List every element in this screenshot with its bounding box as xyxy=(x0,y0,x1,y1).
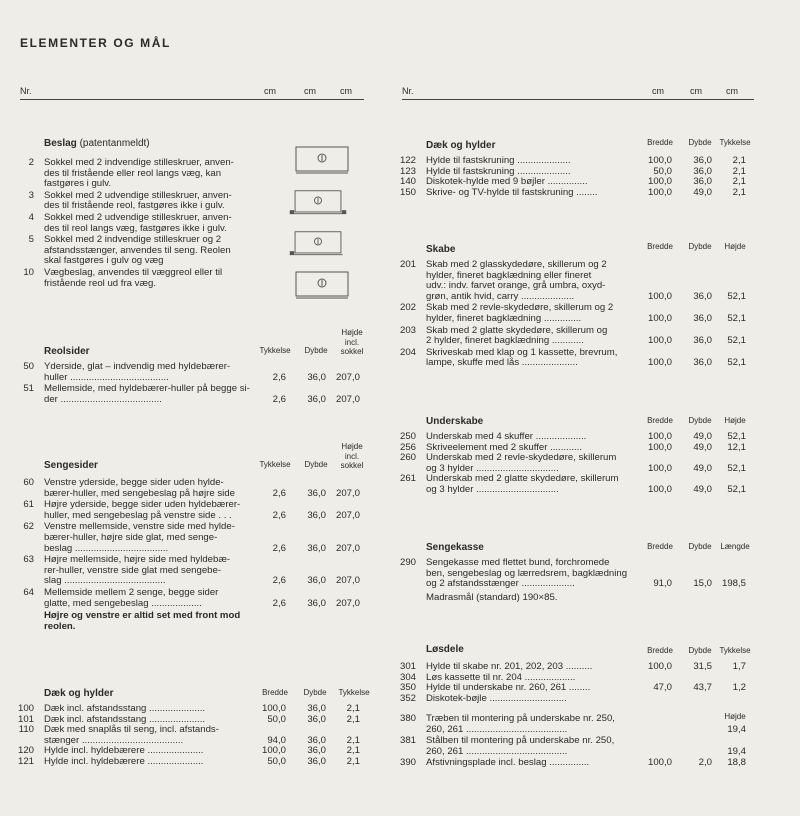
item-number: 3 xyxy=(28,189,34,201)
item-value-3: 2,1 xyxy=(346,734,360,746)
sokkel-4-drawing xyxy=(288,228,348,262)
item-description-line: hylder, fineret bagklædning eller fineret xyxy=(426,269,592,281)
sengekasse-header-bredde: Bredde xyxy=(647,542,673,551)
item-description-line: Hylde incl. hyldebærere ..................... xyxy=(44,745,204,757)
daek-right-header-dybde: Dybde xyxy=(688,138,712,147)
item-description-line: 260, 261 ...................................... xyxy=(426,723,568,735)
item-description-line: Underskab med 2 revle-skydedøre, skillerum xyxy=(426,452,617,464)
item-value-2: 36,0 xyxy=(693,312,712,324)
item-description-line: beslag ................................... xyxy=(44,542,169,554)
item-description-line: ben, sengebeslag og lærredsrem, bagklædning xyxy=(426,567,628,579)
item-description-line: Underskab med 4 skuffer ................... xyxy=(426,431,587,442)
underskabe-header-bredde: Bredde xyxy=(647,416,673,425)
daek-right-header-tykkelse: Tykkelse xyxy=(719,138,751,147)
item-description-line: Sokkel med 2 indvendige stilleskruer, anven- xyxy=(44,157,234,168)
right-cm-header-1: cm xyxy=(652,86,664,96)
item-value-3: 2,1 xyxy=(346,756,360,767)
item-value-1: 50,0 xyxy=(267,713,286,725)
item-value-3: 18,8 xyxy=(727,757,746,769)
sengesider-note: Højre og venstre er altid set med front mod reolen. xyxy=(44,610,241,632)
item-number: 110 xyxy=(18,724,34,736)
item-value-1: 2,6 xyxy=(272,487,286,499)
item-value-1: 91,0 xyxy=(653,578,672,590)
item-description-line: glatte, med sengebeslag ................... xyxy=(44,597,202,609)
page-title: ELEMENTER OG MÅL xyxy=(20,36,171,50)
item-value-3: 2,1 xyxy=(732,155,746,166)
beslag-title: Beslag (patentanmeldt) xyxy=(44,138,150,149)
item-description-line: hylder, fineret bagklædning .............. xyxy=(426,312,582,324)
skabe-header-hojde: Højde xyxy=(724,242,746,251)
reolsider-header-dybde: Dybde xyxy=(304,346,328,355)
item-number: 304 xyxy=(399,671,416,683)
item-number: 51 xyxy=(23,383,34,395)
item-description-line: Mellemside mellem 2 senge, begge sider xyxy=(44,587,219,598)
item-value-1: 100,0 xyxy=(261,745,286,757)
sokkel-10-drawing xyxy=(292,270,352,304)
item-number: 120 xyxy=(17,745,34,757)
item-number: 123 xyxy=(399,165,416,177)
item-description-line: Højre yderside, begge sider uden hyldebærer- xyxy=(44,499,241,511)
item-value-3: 207,0 xyxy=(335,597,360,609)
skabe-title: Skabe xyxy=(426,244,456,255)
item-value-1: 100,0 xyxy=(647,431,672,442)
item-value-1: 2,6 xyxy=(272,542,286,554)
item-value-2: 36,0 xyxy=(307,487,326,499)
item-number: 203 xyxy=(399,324,416,336)
item-value-2: 36,0 xyxy=(307,393,326,405)
item-description-line: fastgøres i gulv. xyxy=(44,178,112,190)
item-description-line: des til fristående eller reol langs væg, kan xyxy=(44,167,222,179)
item-description-line: Sengekasse med flettet bund, forchromede xyxy=(426,557,610,568)
item-value-1: 100,0 xyxy=(647,186,672,198)
item-number: 61 xyxy=(23,499,34,511)
item-value-1: 50,0 xyxy=(267,756,286,767)
item-description-line: Mellemside, med hyldebærer-huller på begge si- xyxy=(44,383,250,395)
item-description-line: Underskab med 2 glatte skydedøre, skillerum xyxy=(426,473,619,485)
right-header-rule xyxy=(402,99,754,100)
item-description-line: og 3 hylder ............................... xyxy=(426,462,559,474)
item-value-3: 19,4 xyxy=(727,723,746,735)
item-value-3: 52,1 xyxy=(727,431,746,442)
item-value-3: 52,1 xyxy=(727,357,746,369)
item-value-1: 100,0 xyxy=(647,335,672,347)
item-number: 290 xyxy=(399,557,416,568)
reolsider-title: Reolsider xyxy=(44,346,90,357)
item-number: 150 xyxy=(399,186,416,198)
right-nr-header: Nr. xyxy=(402,86,414,96)
right-cm-header-3: cm xyxy=(726,86,738,96)
item-number: 2 xyxy=(28,157,34,168)
item-number: 202 xyxy=(399,302,416,314)
item-value-1: 94,0 xyxy=(267,734,286,746)
item-value-2: 36,0 xyxy=(307,542,326,554)
item-number: 350 xyxy=(399,682,416,694)
item-value-2: 49,0 xyxy=(693,462,712,474)
item-description-line: slag ...................................... xyxy=(44,575,166,587)
item-value-2: 36,0 xyxy=(693,165,712,177)
underskabe-header-hojde: Højde xyxy=(724,416,746,425)
item-value-3: 52,1 xyxy=(727,462,746,474)
item-description-line: og 2 afstandsstænger .................... xyxy=(426,578,575,590)
daek-left-header-bredde: Bredde xyxy=(262,688,288,697)
item-value-3: 207,0 xyxy=(335,542,360,554)
item-value-1: 2,6 xyxy=(272,597,286,609)
item-description-line: Skab med 2 glasskydedøre, skillerum og 2 xyxy=(426,259,607,270)
item-description-line: Skriveskab med klap og 1 kassette, brevrum, xyxy=(426,346,618,358)
daek-left-title: Dæk og hylder xyxy=(44,688,114,699)
sengekasse-title: Sengekasse xyxy=(426,542,484,553)
item-number: 121 xyxy=(17,756,34,767)
item-description-line: Højre mellemside, højre side med hyldebæ- xyxy=(44,554,231,566)
item-value-2: 2,0 xyxy=(698,757,712,769)
loesdele-header-hojde: Højde xyxy=(724,712,746,721)
item-value-3: 207,0 xyxy=(335,575,360,587)
left-cm-header-3: cm xyxy=(340,86,352,96)
item-value-2: 49,0 xyxy=(693,441,712,453)
item-description-line: Træben til montering på underskabe nr. 250, xyxy=(426,713,615,724)
item-description-line: Venstre yderside, begge sider uden hylde- xyxy=(44,477,224,488)
item-value-2: 36,0 xyxy=(307,734,326,746)
item-value-1: 100,0 xyxy=(647,176,672,188)
item-description-line: og 3 hylder ............................... xyxy=(426,483,559,495)
skabe-header-bredde: Bredde xyxy=(647,242,673,251)
item-number: 352 xyxy=(399,692,416,704)
item-description-line: huller, med sengebeslag på venstre side . . . xyxy=(44,509,232,521)
item-value-3: 2,1 xyxy=(346,713,360,725)
item-value-3: 12,1 xyxy=(727,441,746,453)
item-number: 250 xyxy=(399,431,416,442)
item-value-3: 1,7 xyxy=(732,661,746,672)
loesdele-title: Løsdele xyxy=(426,644,464,655)
daek-left-header-dybde: Dybde xyxy=(303,688,327,697)
item-number: 390 xyxy=(399,757,416,769)
left-cm-header-1: cm xyxy=(264,86,276,96)
loesdele-header-tykkelse: Tykkelse xyxy=(719,646,751,655)
right-cm-header-2: cm xyxy=(690,86,702,96)
item-value-2: 36,0 xyxy=(693,155,712,166)
item-value-3: 2,1 xyxy=(346,703,360,714)
sengesider-header-tykkelse: Tykkelse xyxy=(259,460,291,469)
item-value-3: 52,1 xyxy=(727,483,746,495)
item-value-2: 36,0 xyxy=(693,335,712,347)
item-number: 60 xyxy=(23,477,34,488)
sengekasse-header-laengde: Længde xyxy=(720,542,750,551)
item-description-line: Sokkel med 2 udvendige stilleskruer, anven- xyxy=(44,189,232,201)
sokkel-3-drawing xyxy=(288,187,348,221)
loesdele-header-bredde: Bredde xyxy=(647,646,673,655)
item-value-1: 100,0 xyxy=(647,661,672,672)
item-description-line: Skab med 2 revle-skydedøre, skillerum og 2 xyxy=(426,302,614,314)
item-value-1: 100,0 xyxy=(261,703,286,714)
item-description-line: Stålben til montering på underskabe nr. 250, xyxy=(426,735,615,747)
item-value-2: 43,7 xyxy=(693,682,712,694)
underskabe-header-dybde: Dybde xyxy=(688,416,712,425)
underskabe-title: Underskabe xyxy=(426,416,484,427)
item-description-line: bærer-huller, højre side glat, med senge- xyxy=(44,531,218,543)
sengekasse-header-dybde: Dybde xyxy=(688,542,712,551)
item-description-line: Skab med 2 glatte skydedøre, skillerum og xyxy=(426,324,608,336)
item-value-3: 2,1 xyxy=(732,186,746,198)
item-value-1: 47,0 xyxy=(653,682,672,694)
item-description-line: Dæk incl. afstandsstang ..................... xyxy=(44,703,206,714)
item-value-3: 52,1 xyxy=(727,312,746,324)
item-description-line: Vægbeslag, anvendes til væggreol eller til xyxy=(44,267,223,278)
item-number: 63 xyxy=(23,554,34,566)
item-value-3: 207,0 xyxy=(335,393,360,405)
item-description-line: fristående reol ud fra væg. xyxy=(44,277,156,289)
item-value-1: 2,6 xyxy=(272,393,286,405)
item-description-line: grøn, antik hvid, carry .................... xyxy=(426,290,575,302)
item-value-2: 36,0 xyxy=(693,290,712,302)
item-description-line: des til fristående reol, fastgøres ikke i gulv. xyxy=(44,200,225,212)
item-number: 122 xyxy=(399,155,416,166)
item-description-line: Diskotek-hylde med 9 bøjler ............... xyxy=(426,176,588,188)
item-description-line: 260, 261 ...................................... xyxy=(426,745,568,757)
daek-right-header-bredde: Bredde xyxy=(647,138,673,147)
item-description-line: skal fastgøres i gulv og væg xyxy=(44,255,164,267)
item-description-line: lampe, skuffe med lås ..................... xyxy=(426,357,578,369)
item-value-3: 2,1 xyxy=(732,165,746,177)
item-value-2: 36,0 xyxy=(693,357,712,369)
reolsider-header-tykkelse: Tykkelse xyxy=(259,346,291,355)
sengekasse-note: Madrasmål (standard) 190×85. xyxy=(426,592,558,603)
item-number: 381 xyxy=(399,735,416,747)
item-value-1: 2,6 xyxy=(272,509,286,521)
item-value-2: 36,0 xyxy=(693,176,712,188)
item-description-line: Skriveelement med 2 skuffer ............ xyxy=(426,441,583,453)
item-number: 5 xyxy=(28,234,34,246)
item-number: 4 xyxy=(28,212,34,223)
sokkel-2-drawing xyxy=(292,145,352,179)
item-value-1: 2,6 xyxy=(272,371,286,383)
item-value-3: 1,2 xyxy=(732,682,746,694)
item-value-1: 100,0 xyxy=(647,441,672,453)
item-number: 100 xyxy=(17,703,34,714)
item-value-1: 100,0 xyxy=(647,357,672,369)
item-value-1: 50,0 xyxy=(653,165,672,177)
item-number: 101 xyxy=(17,713,34,725)
item-value-1: 100,0 xyxy=(647,757,672,769)
item-description-line: Dæk incl. afstandsstang ..................... xyxy=(44,713,206,725)
sengesider-header-hojde: Højde incl. sokkel xyxy=(340,442,364,471)
item-value-2: 15,0 xyxy=(693,578,712,590)
item-description-line: Hylde til fastskruning .................... xyxy=(426,155,571,166)
item-number: 204 xyxy=(399,346,416,358)
item-number: 201 xyxy=(399,259,416,270)
item-description-line: afstandsstænger, anvendes til seng. Reolen xyxy=(44,244,231,256)
item-description-line: der ...................................... xyxy=(44,393,162,405)
item-number: 261 xyxy=(399,473,416,485)
daek-left-header-tykkelse: Tykkelse xyxy=(338,688,370,697)
item-value-2: 49,0 xyxy=(693,186,712,198)
item-number: 50 xyxy=(23,361,34,372)
item-description-line: udv.: indv. farvet orange, grå umbra, oxyd- xyxy=(426,280,606,292)
item-value-3: 52,1 xyxy=(727,335,746,347)
left-header-rule xyxy=(20,99,364,100)
item-value-3: 207,0 xyxy=(335,509,360,521)
item-description-line: Venstre mellemside, venstre side med hylde- xyxy=(44,521,235,533)
item-description-line: Dæk med snaplås til seng, incl. afstands- xyxy=(44,724,219,736)
item-value-1: 2,6 xyxy=(272,575,286,587)
item-value-2: 36,0 xyxy=(307,745,326,757)
item-description-line: Hylde til skabe nr. 201, 202, 203 .......... xyxy=(426,661,593,672)
skabe-header-dybde: Dybde xyxy=(688,242,712,251)
item-value-3: 207,0 xyxy=(335,371,360,383)
item-description-line: Diskotek-bøjle ............................. xyxy=(426,692,567,704)
item-value-2: 36,0 xyxy=(307,756,326,767)
item-description-line: stænger ...................................... xyxy=(44,734,184,746)
item-number: 10 xyxy=(23,267,34,278)
item-value-2: 36,0 xyxy=(307,575,326,587)
item-number: 62 xyxy=(23,521,34,533)
item-value-2: 36,0 xyxy=(307,597,326,609)
item-description-line: bærer-huller, med sengebeslag på højre side xyxy=(44,487,235,499)
left-nr-header: Nr. xyxy=(20,86,32,96)
item-value-2: 49,0 xyxy=(693,431,712,442)
item-value-3: 52,1 xyxy=(727,290,746,302)
item-value-1: 100,0 xyxy=(647,290,672,302)
item-value-2: 36,0 xyxy=(307,703,326,714)
item-value-1: 100,0 xyxy=(647,312,672,324)
item-value-3: 198,5 xyxy=(721,578,746,590)
item-number: 256 xyxy=(399,441,416,453)
item-number: 380 xyxy=(399,713,416,724)
item-description-line: Skrive- og TV-hylde til fastskruning ........ xyxy=(426,186,598,198)
item-value-3: 2,1 xyxy=(732,176,746,188)
item-description-line: Sokkel med 2 indvendige stilleskruer og 2 xyxy=(44,234,222,246)
item-value-1: 100,0 xyxy=(647,462,672,474)
item-number: 301 xyxy=(399,661,416,672)
item-value-1: 100,0 xyxy=(647,155,672,166)
item-description-line: Hylde incl. hyldebærere ..................... xyxy=(44,756,204,767)
item-value-2: 49,0 xyxy=(693,483,712,495)
item-value-2: 36,0 xyxy=(307,371,326,383)
item-description-line: 2 hylder, fineret bagklædning ............ xyxy=(426,335,584,347)
item-value-3: 2,1 xyxy=(346,745,360,757)
left-cm-header-2: cm xyxy=(304,86,316,96)
daek-right-title: Dæk og hylder xyxy=(426,140,496,151)
item-value-2: 31,5 xyxy=(693,661,712,672)
item-number: 260 xyxy=(399,452,416,464)
item-value-3: 207,0 xyxy=(335,487,360,499)
item-description-line: rer-huller, venstre side glat med sengebe- xyxy=(44,564,222,576)
item-description-line: des til reol langs væg, fastgøres ikke i gulv. xyxy=(44,222,227,234)
item-value-3: 19,4 xyxy=(727,745,746,757)
item-value-2: 36,0 xyxy=(307,509,326,521)
item-description-line: Afstivningsplade incl. beslag ............... xyxy=(426,757,590,769)
item-value-2: 36,0 xyxy=(307,713,326,725)
loesdele-header-dybde: Dybde xyxy=(688,646,712,655)
item-description-line: Sokkel med 2 udvendige stilleskruer, anven- xyxy=(44,212,232,223)
sengesider-header-dybde: Dybde xyxy=(304,460,328,469)
sengesider-title: Sengesider xyxy=(44,460,98,471)
item-description-line: Hylde til fastskruning .................... xyxy=(426,165,571,177)
item-number: 140 xyxy=(399,176,416,188)
item-description-line: Hylde til underskabe nr. 260, 261 ........ xyxy=(426,682,591,694)
item-description-line: Løs kassette til nr. 204 ................... xyxy=(426,671,576,683)
item-description-line: huller ..................................... xyxy=(44,371,169,383)
item-value-1: 100,0 xyxy=(647,483,672,495)
reolsider-header-hojde: Højde incl. sokkel xyxy=(340,328,364,357)
item-number: 64 xyxy=(23,587,34,598)
item-description-line: Yderside, glat – indvendig med hyldebærer- xyxy=(44,361,231,372)
